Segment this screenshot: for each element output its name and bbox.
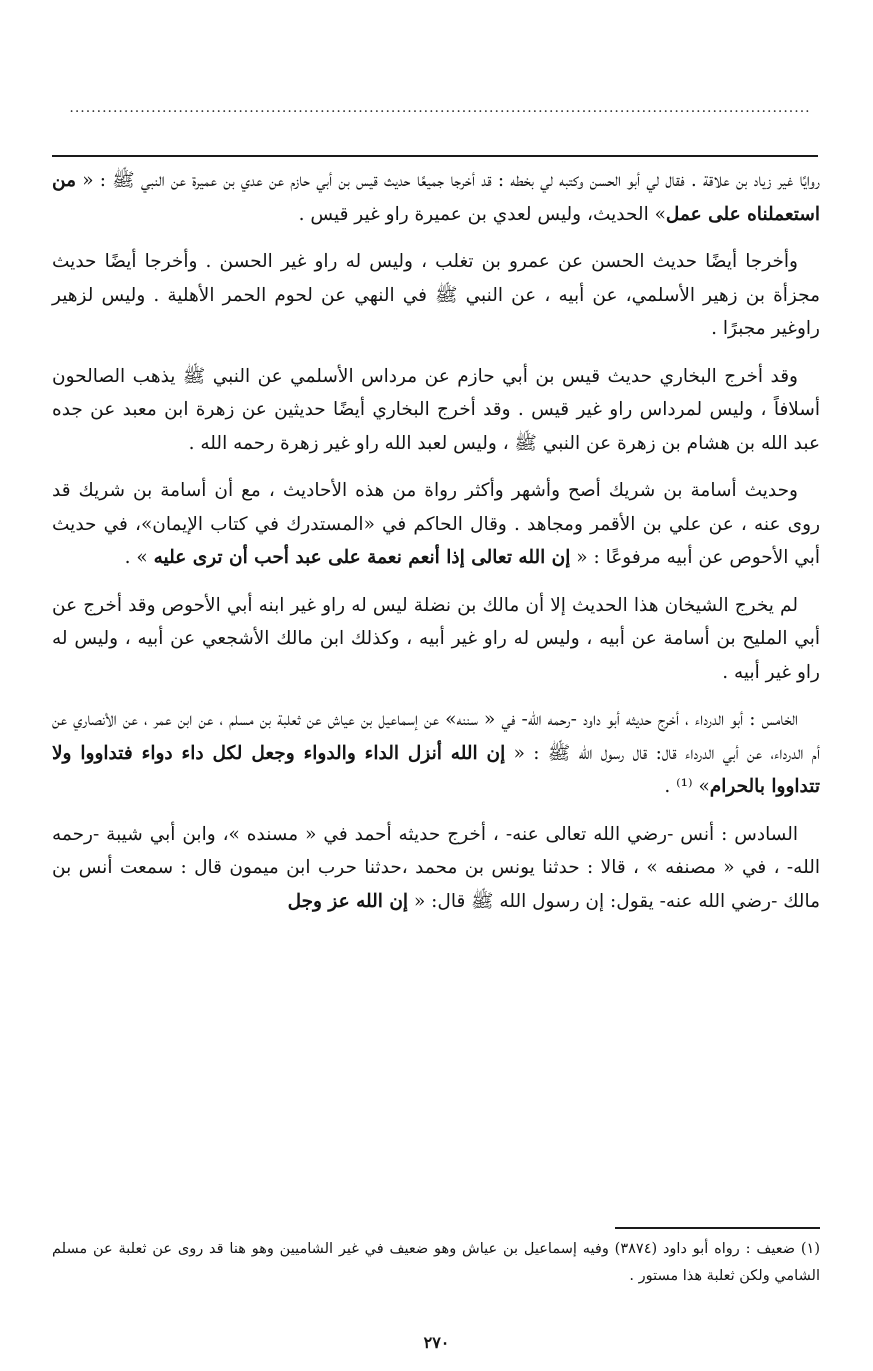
paragraph-7 — [52, 818, 820, 919]
paragraph-6 — [52, 703, 820, 804]
text-segment: روايًا غير زياد بن علاقة . فقال لي أبو الحسن وكتبه لي بخطه : قد أخرجا جميعًا حديث قيس بن أبي حازم عن عدي بن عميرة عن النبي ﷺ : « — [76, 170, 820, 191]
footnotes — [52, 1236, 820, 1290]
paragraph-4 — [52, 474, 820, 575]
dotted-header-line: ........................................................................................................................................ — [69, 100, 811, 116]
paragraph-5 — [52, 589, 820, 690]
text-segment: » الحديث، وليس لعدي بن عميرة راو غير قيس . — [298, 203, 666, 225]
top-rule — [52, 155, 818, 157]
text-segment: وحديث أسامة بن شريك أصح وأشهر وأكثر رواة من هذه الأحاديث ، مع أن أسامة بن شريك قد روى عنه ، عن علي بن الأقمر ومجاهد . وقال الحاكم في «المستدرك في كتاب الإيمان»، في حديث أبي الأحوص عن أبيه مرفوعًا : « — [52, 480, 820, 568]
main-text — [52, 164, 820, 932]
paragraph-1 — [52, 164, 820, 231]
hadith-quote: إن الله أنزل الداء والدواء وجعل لكل داء دواء فتداووا ولا تتداووا بالحرام — [52, 742, 820, 797]
paragraph-3 — [52, 360, 820, 461]
hadith-quote: إن الله تعالى إذا أنعم نعمة على عبد أحب أن ترى عليه — [153, 547, 571, 568]
footnote-rule — [615, 1227, 820, 1229]
text-segment: وأخرجا أيضًا حديث الحسن عن عمرو بن تغلب ، وليس له راو غير الحسن . وأخرجا أيضًا حديث مجزأة بن زهير الأسلمي، عن أبيه ، عن النبي ﷺ في النهي عن لحوم الحمر الأهلية . وليس لزهير راوغير مجبرًا . — [52, 251, 820, 339]
text-segment: وقد أخرج البخاري حديث قيس بن أبي حازم عن مرداس الأسلمي عن النبي ﷺ يذهب الصالحون أسلافاً ، وليس لمرداس راو غير قيس . وقد أخرج البخاري أيضًا حديثين عن زهرة ابن معبد عن جده عبد الله بن هشام بن زهرة عن النبي ﷺ ، وليس لعبد الله راو غير زهرة رحمه الله . — [52, 365, 820, 454]
text-segment: لم يخرج الشيخان هذا الحديث إلا أن مالك بن نضلة ليس له راو غير ابنه أبي الأحوص وقد أخرج عن أبي المليح بن أسامة عن أبيه ، وليس له راو غير أبيه ، وكذلك ابن مالك الأشجعي عن أبيه ، وليس له راو غير أبيه . — [52, 594, 820, 683]
text-segment: » ⁽¹⁾ . — [664, 776, 710, 797]
paragraph-2 — [52, 245, 820, 346]
hadith-quote: من استعملناه على عمل — [52, 170, 820, 225]
text-segment: السادس : أنس -رضي الله تعالى عنه- ، أخرج حديثه أحمد في « مسنده »، وابن أبي شيبة -رحمه الله- ، في « مصنفه » ، قالا : حدثنا يونس بن محمد ،حدثنا حرب ابن ميمون قال : سمعت أنس بن مالك -رضي الله عنه- يقول: إن رسول الله ﷺ قال: « — [52, 823, 820, 912]
text-segment: الخامس : أبو الدرداء ، أخرج حديثه أبو داود -رحمه الله- في « سننه» عن إسماعيل بن عياش عن ثعلبة بن مسلم ، عن ابن عمر ، عن الأنصاري عن أم الدرداء، عن أبي الدرداء قال: قال رسول الله ﷺ : « — [52, 709, 821, 764]
text-segment: » . — [124, 547, 154, 568]
hadith-quote: إن الله عز وجل — [287, 890, 409, 912]
footnote-1: (١) ضعيف : رواه أبو داود (٣٨٧٤) وفيه إسماعيل بن عياش وهو ضعيف في غير الشاميين وهو هنا قد روى عن ثعلبة عن مسلم الشامي ولكن ثعلبة هذا مستور . — [52, 1241, 820, 1284]
page-number: ٢٧٠ — [423, 1333, 450, 1352]
